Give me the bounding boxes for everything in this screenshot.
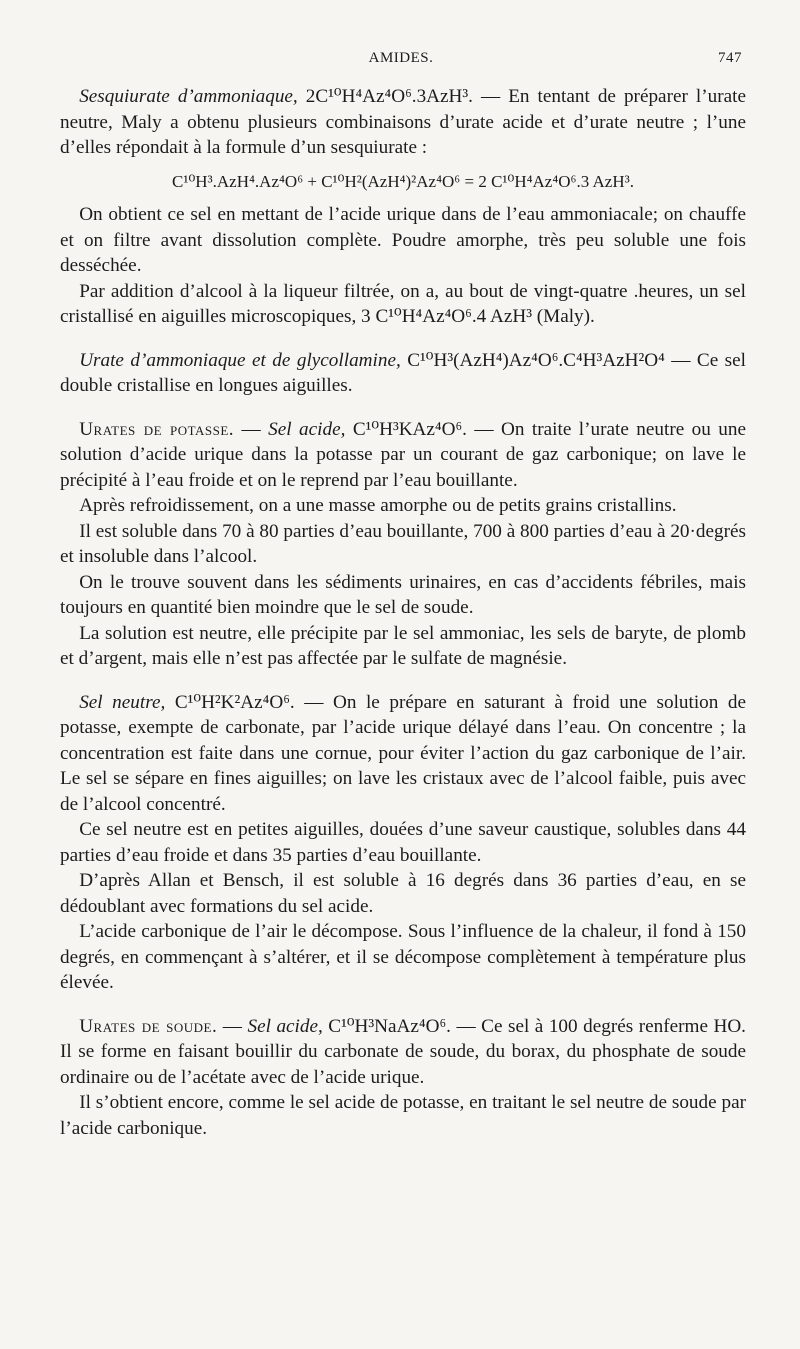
paragraph	[60, 621, 746, 672]
paragraph	[60, 1090, 746, 1141]
paragraph-heading: Sel neutre,	[79, 691, 166, 713]
paragraph-text: D’après Allan et Bensch, il est soluble à 16 degrés dans 36 parties d’eau, en se dédoublant avec formations du sel acide.	[60, 870, 746, 917]
paragraph-heading: Sel acide,	[247, 1015, 323, 1037]
running-header	[60, 50, 742, 74]
paragraph-sel-neutre	[60, 690, 746, 818]
paragraph-heading: Sesquiurate d’ammoniaque,	[79, 86, 298, 107]
paragraph	[60, 279, 746, 330]
paragraph-urates-potasse	[60, 417, 746, 494]
running-title: AMIDES.	[368, 50, 434, 66]
paragraph	[60, 493, 746, 519]
paragraph-text: Après refroidissement, on a une masse amorphe ou de petits grains cristallins.	[79, 495, 677, 516]
paragraph-text: Il s’obtient encore, comme le sel acide de potasse, en traitant le sel neutre de soude par l’acide carbonique.	[60, 1092, 746, 1139]
paragraph-text: C¹⁰H³KAz⁴O⁶. — On traite l’urate neutre ou une solution d’acide urique dans la potasse par un courant de gaz carbonique; on lave le précipité à l’eau froide et on le reprend par l’eau bouillante.	[60, 418, 746, 491]
spacer	[60, 399, 746, 417]
paragraph-heading: Urate d’ammoniaque et de glycollamine,	[79, 349, 401, 371]
paragraph-text: L’acide carbonique de l’air le décompose. Sous l’influence de la chaleur, il fond à 150 degrés, en commençant à s’altérer, et il se décompose complètement à température plus élevée.	[60, 921, 746, 993]
paragraph	[60, 868, 746, 919]
page-body	[60, 84, 746, 1141]
dash: —	[234, 418, 269, 440]
dash: —	[217, 1015, 248, 1037]
paragraph	[60, 519, 746, 570]
paragraph-text: Il est soluble dans 70 à 80 parties d’eau bouillante, 700 à 800 parties d’eau à 20·degrés et insoluble dans l’alcool.	[60, 520, 746, 567]
paragraph	[60, 817, 746, 868]
spacer	[60, 996, 746, 1014]
paragraph-sesquiurate	[60, 84, 746, 161]
paragraph-text: Par addition d’alcool à la liqueur filtrée, on a, au bout de vingt-quatre .heures, un sel cristallisé en aiguilles microscopiques, 3 C¹⁰H⁴Az⁴O⁶.4 AzH³ (Maly).	[60, 280, 746, 327]
paragraph-text: La solution est neutre, elle précipite par le sel ammoniac, les sels de baryte, de plomb et d’argent, mais elle n’est pas affectée par le sulfate de magnésie.	[60, 622, 746, 669]
paragraph	[60, 919, 746, 996]
section-heading: Urates de soude.	[79, 1015, 218, 1037]
spacer	[60, 672, 746, 690]
paragraph-text: C¹⁰H³NaAz⁴O⁶. — Ce sel à 100 degrés renferme HO. Il se forme en faisant bouillir du carbonate de soude, du borax, du phosphate de soude ordinaire ou de l’acétate avec de l’acide urique.	[60, 1015, 746, 1088]
paragraph-text: C¹⁰H³(AzH⁴)Az⁴O⁶.C⁴H³AzH²O⁴ — Ce sel double cristallise en longues aiguilles.	[60, 349, 746, 396]
page-number: 747	[718, 50, 742, 66]
chemical-formula: C¹⁰H³.AzH⁴.Az⁴O⁶ + C¹⁰H²(AzH⁴)²Az⁴O⁶ = 2 C¹⁰H⁴Az⁴O⁶.3 AzH³.	[172, 171, 634, 191]
paragraph	[60, 202, 746, 279]
paragraph-text: 2C¹⁰H⁴Az⁴O⁶.3AzH³. — En tentant de préparer l’urate neutre, Maly a obtenu plusieurs combinaisons d’urate acide et d’urate neutre ; l’une d’elles répondait à la formule d’un sesquiurate :	[60, 86, 746, 158]
paragraph-urate-glycollamine	[60, 348, 746, 399]
spacer	[60, 330, 746, 348]
paragraph	[60, 570, 746, 621]
paragraph-text: Ce sel neutre est en petites aiguilles, douées d’une saveur caustique, solubles dans 44 parties d’eau froide et dans 35 parties d’eau bouillante.	[60, 819, 746, 866]
paragraph-urates-soude	[60, 1014, 746, 1091]
paragraph-text: On le trouve souvent dans les sédiments urinaires, en cas d’accidents fébriles, mais toujours en quantité bien moindre que le sel de soude.	[60, 571, 746, 618]
paragraph-text: C¹⁰H²K²Az⁴O⁶. — On le prépare en saturant à froid une solution de potasse, exempte de carbonate, par l’acide urique délayé dans l’eau. On concentre ; la concentration est faite dans une cornue, pour éviter l’action du gaz carbonique de l’air. Le sel se sépare en fines aiguilles; on lave les cristaux avec de l’alcool faible, puis avec de l’alcool concentré.	[60, 691, 746, 815]
section-heading: Urates de potasse.	[79, 418, 235, 440]
paragraph-text: On obtient ce sel en mettant de l’acide urique dans de l’eau ammoniacale; on chauffe et on filtre avant dissolution complète. Poudre amorphe, très peu soluble une fois desséchée.	[60, 204, 746, 276]
paragraph-heading: Sel acide,	[268, 418, 346, 440]
